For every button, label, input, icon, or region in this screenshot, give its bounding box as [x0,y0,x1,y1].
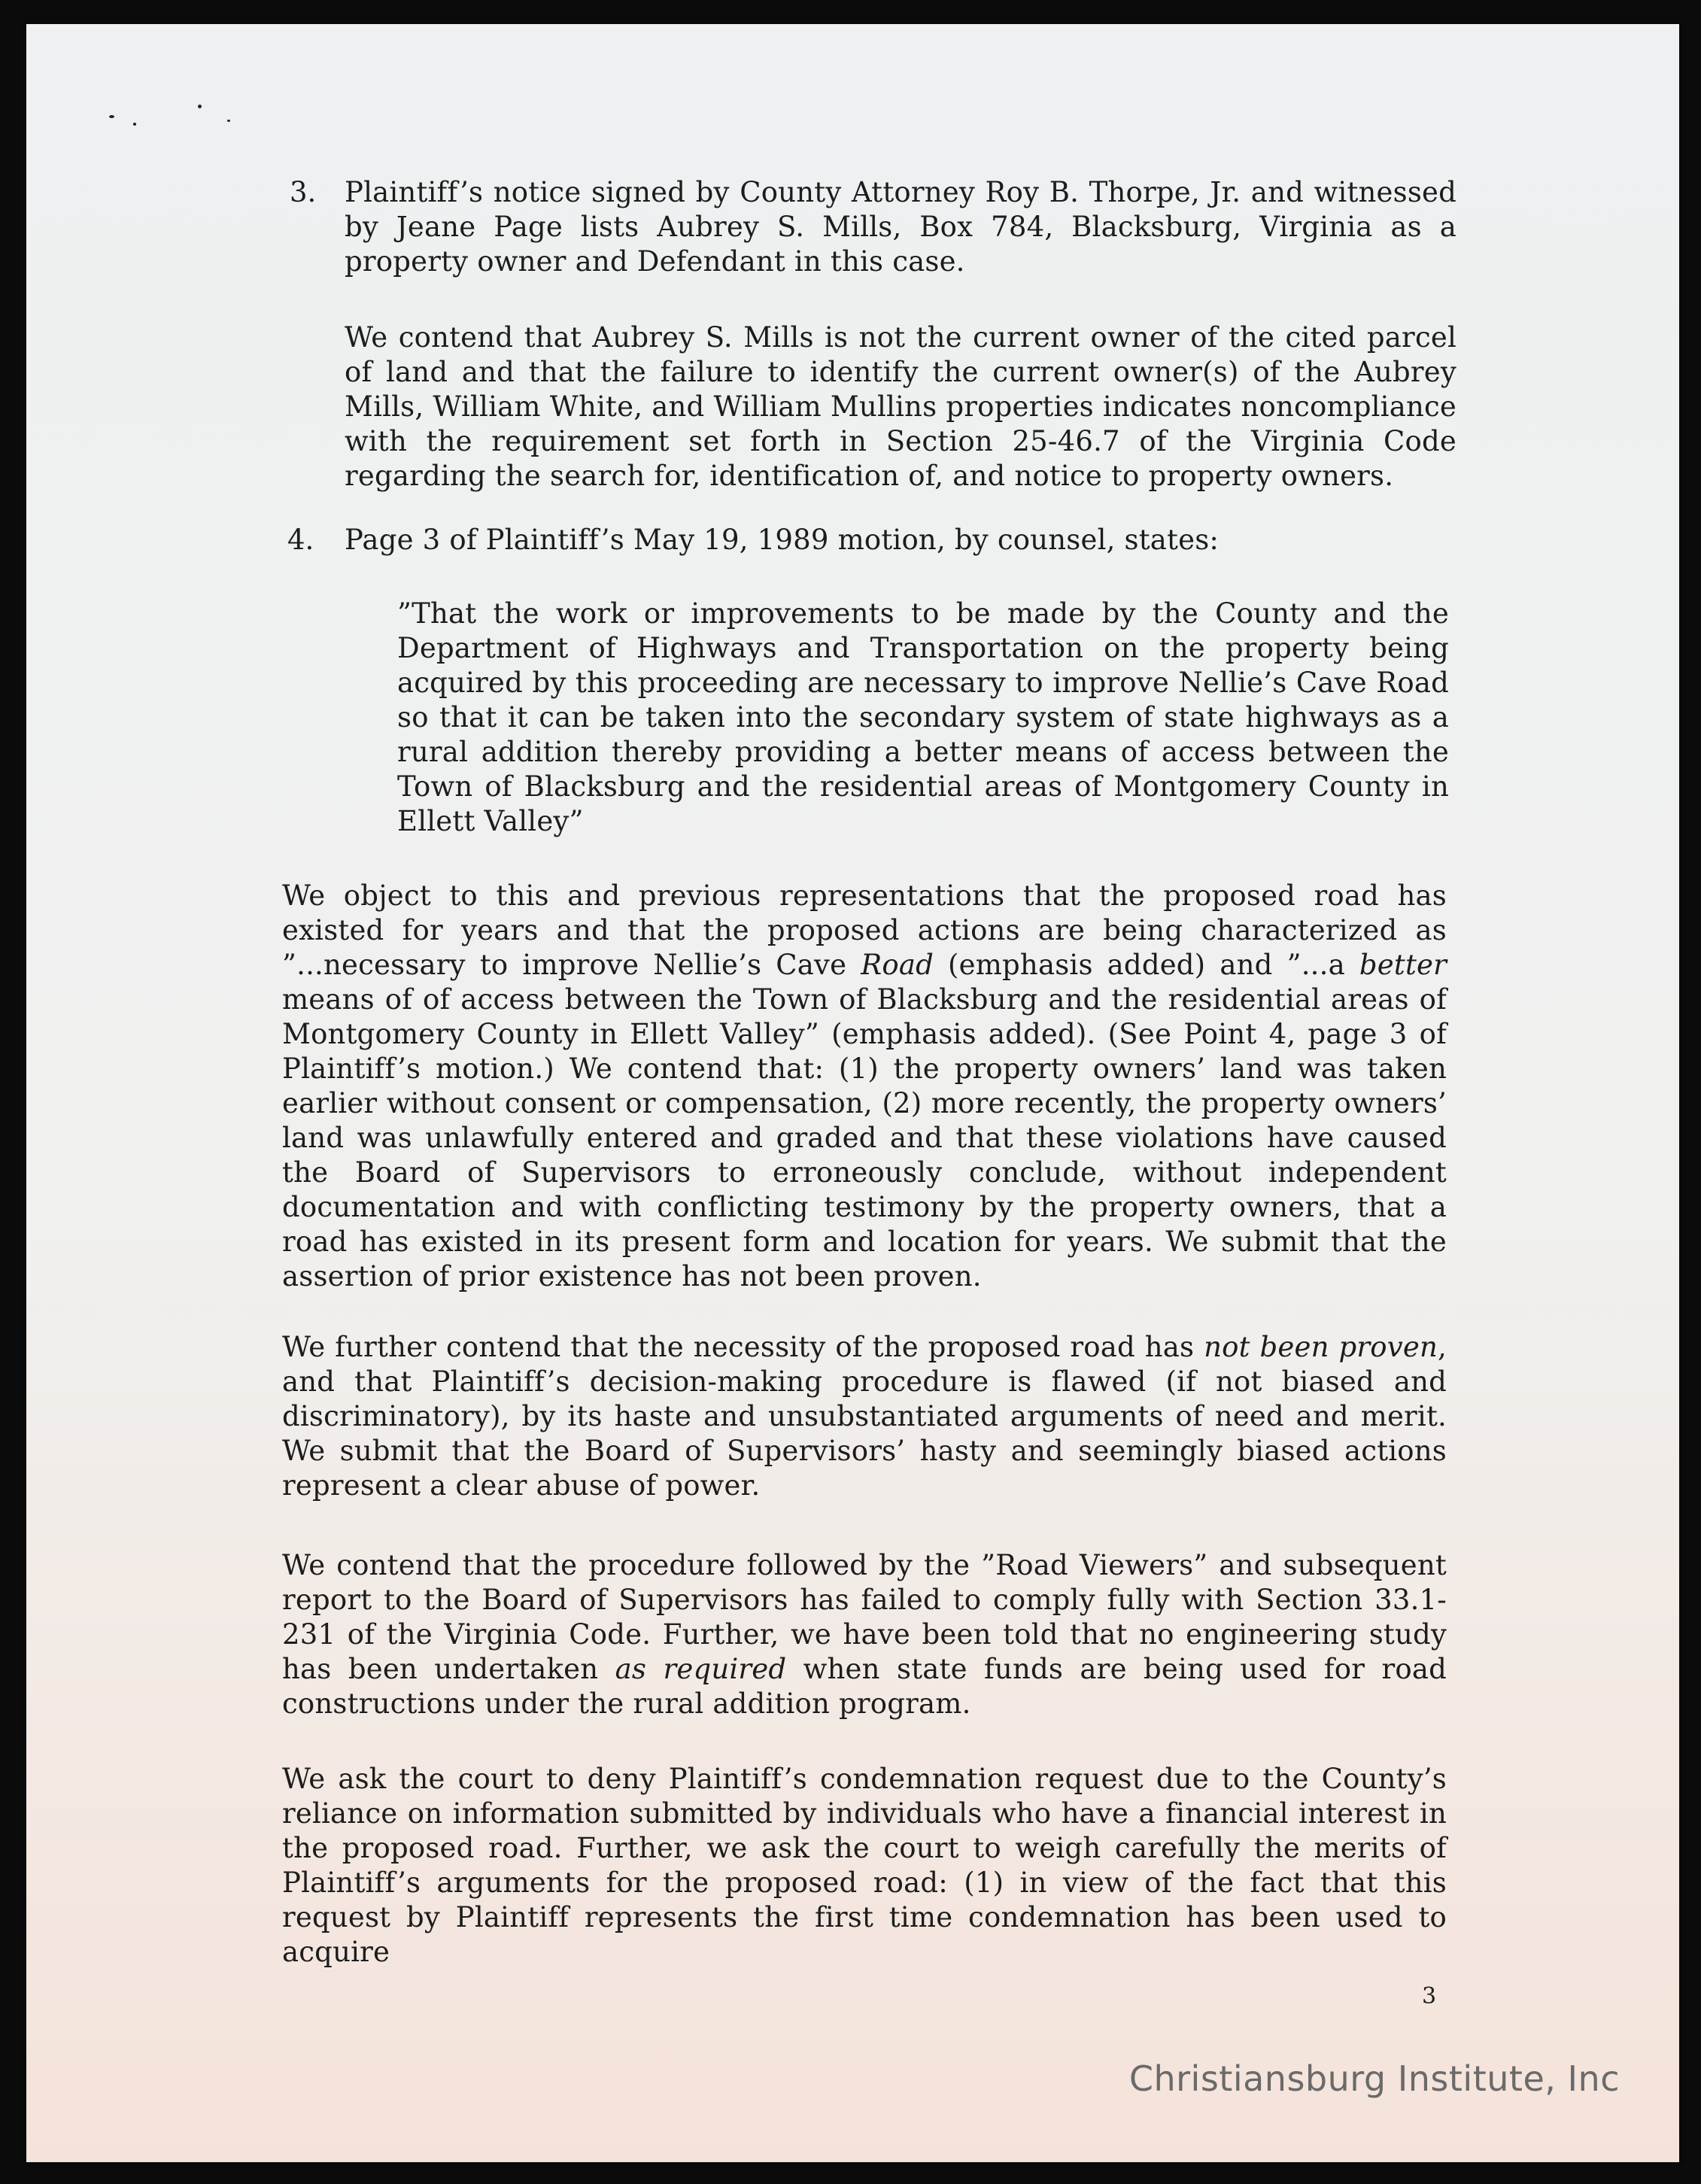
necessity-paragraph: We further contend that the necessity of the proposed road has not been proven, and that Plaintiff’s decision-making procedure is flawed (if not biased and discriminatory), by its haste and unsubstantiated arguments of need and merit. We submit that the Board of Supervisors’ hasty and seemingly biased actions represent a clear abuse of power. [282,1331,1447,1502]
watermark: Christiansburg Institute, Inc [1128,2058,1620,2099]
paper-specks [109,103,245,141]
objection-paragraph: We object to this and previous representations that the proposed road has existed for years and that the proposed actions are being characterized as ”...necessary to improve Nellie’s Cave Road (emphasis added) and ”...a better means of of access between the Town of Blacksburg and the residential areas of Montgomery County in Ellett Valley” (emphasis added). (See Point 4, page 3 of Plaintiff’s motion.) We contend that: (1) the property owners’ land was taken earlier without consent or compensation, (2) more recently, the property owners’ land was unlawfully entered and graded and that these violations have caused the Board of Supervisors to erroneously conclude, without independent documentation and with conflicting testimony by the property owners, that a road has existed in its present form and location for years. We submit that the assertion of prior existence has not been proven. [282,879,1447,1292]
item-3-text: Plaintiff’s notice signed by County Attorney Roy B. Thorpe, Jr. and witnessed by Jeane Page lists Aubrey S. Mills, Box 784, Blacksburg, Virginia as a property owner and Defendant in this case. [345,176,1456,278]
court-request-paragraph: We ask the court to deny Plaintiff’s condemnation request due to the County’s reliance on information submitted by individuals who have a financial interest in the proposed road. Further, we ask the court to weigh carefully the merits of Plaintiff’s arguments for the proposed road: (1) in view of the fact that this request by Plaintiff represents the first time condemnation has been used to acquire [282,1763,1447,1968]
road-viewers-paragraph: We contend that the procedure followed by the ”Road Viewers” and subsequent report to the Board of Supervisors has failed to comply fully with Section 33.1-231 of the Virginia Code. Further, we have been told that no engineering study has been undertaken as required when state funds are being used for road constructions under the rural addition program. [282,1549,1447,1720]
item-4-number: 4. [287,524,314,556]
item-4-text: Page 3 of Plaintiff’s May 19, 1989 motion, by counsel, states: [345,524,1220,556]
motion-quote: ”That the work or improvements to be made by the County and the Department of Highways and Transportation on the property being acquired by this proceeding are necessary to improve Nellie’s Cave Road so that it can be taken into the secondary system of state highways as a rural addition thereby providing a better means of access between the Town of Blacksburg and the residential areas of Montgomery County in Ellett Valley” [397,597,1449,837]
item-3-contention: We contend that Aubrey S. Mills is not the current owner of the cited parcel of land and that the failure to identify the current owner(s) of the Aubrey Mills, William White, and William Mullins properties indicates noncompliance with the requirement set forth in Section 25-46.7 of the Virginia Code regarding the search for, identification of, and notice to property owners. [345,321,1456,492]
page-number: 3 [1422,1983,1437,2009]
item-3-number: 3. [290,176,317,208]
